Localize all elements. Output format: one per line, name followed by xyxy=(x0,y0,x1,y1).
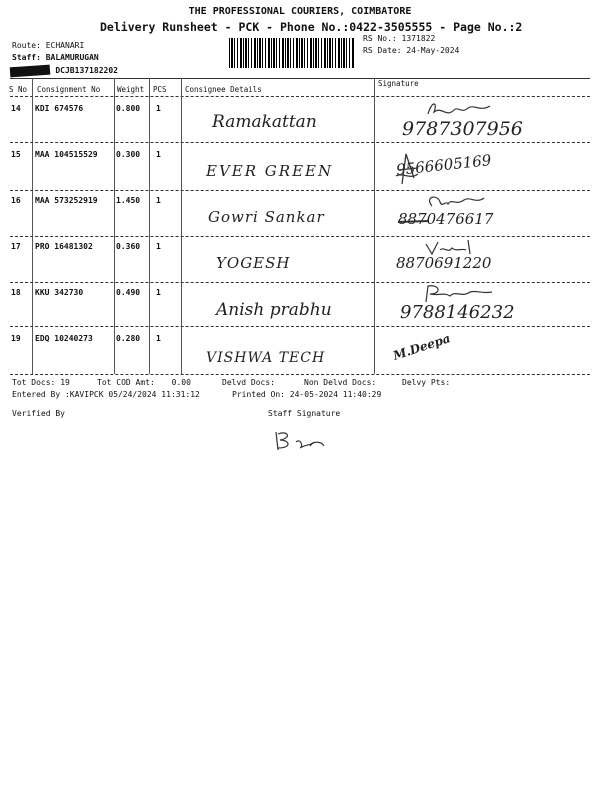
row-weight: 0.490 xyxy=(116,288,141,297)
row-17-signature-scribble xyxy=(420,238,480,258)
tot-cod-label: Tot COD Amt: xyxy=(97,378,155,387)
barcode xyxy=(229,38,355,68)
row-consignment-no: PRO 16481302 xyxy=(35,242,93,251)
row-weight: 0.300 xyxy=(116,150,141,159)
rs-date-value: 24-May-2024 xyxy=(406,46,460,55)
row-consignee-handwritten: VISHWA TECH xyxy=(206,350,326,366)
rs-no-label: RS No.: xyxy=(363,34,397,43)
row-divider xyxy=(10,236,590,237)
row-18-signature-scribble xyxy=(420,282,500,304)
row-sno: 18 xyxy=(11,288,21,297)
row-divider xyxy=(10,326,590,327)
col-divider xyxy=(149,78,150,374)
rs-no-value: 1371822 xyxy=(401,34,436,43)
verified-by-label: Verified By xyxy=(12,409,65,418)
row-16-signature-scribble xyxy=(420,192,500,212)
col-divider xyxy=(114,78,115,374)
row-16-strike-scribble xyxy=(398,216,428,228)
row-pcs: 1 xyxy=(156,288,161,297)
row-weight: 1.450 xyxy=(116,196,141,205)
row-divider xyxy=(10,142,590,143)
col-consignment: Consignment No xyxy=(37,85,101,94)
staff-label: Staff: xyxy=(12,53,41,62)
redaction-mark xyxy=(10,65,51,78)
row-consignment-no: KDI 674576 xyxy=(35,104,84,113)
row-signature-handwritten: 8870476617 xyxy=(398,210,494,228)
row-sno: 19 xyxy=(11,334,21,343)
row-signature-handwritten: 8870691220 xyxy=(396,254,492,272)
col-sno: S No xyxy=(9,85,28,94)
staff-value: BALAMURUGAN xyxy=(45,53,99,62)
totals-line xyxy=(12,378,70,387)
delvy-pts-label: Delvy Pts: xyxy=(402,378,451,387)
table-header-border xyxy=(10,96,590,97)
row-consignment-no: KKU 342730 xyxy=(35,288,84,297)
row-consignment-no: MAA 573252919 xyxy=(35,196,98,205)
row-15-signature-scribble xyxy=(392,148,422,188)
tot-docs-value: 19 xyxy=(60,378,70,387)
delvd-docs-label: Delvd Docs: xyxy=(222,378,275,387)
rs-no-line xyxy=(363,34,435,43)
col-weight: Weight xyxy=(117,85,145,94)
row-pcs: 1 xyxy=(156,150,161,159)
col-pcs: PCS xyxy=(153,85,167,94)
row-14-signature-scribble xyxy=(398,98,528,124)
row-weight: 0.280 xyxy=(116,334,141,343)
route-line xyxy=(12,41,84,50)
row-signature-handwritten: 9788146232 xyxy=(400,302,515,323)
table-top-border xyxy=(10,78,590,79)
row-consignee-handwritten: Ramakattan xyxy=(212,112,317,132)
col-divider xyxy=(374,78,375,374)
row-consignee-handwritten: Gowri Sankar xyxy=(208,208,325,226)
company-title: THE PROFESSIONAL COURIERS, COIMBATORE xyxy=(188,6,412,17)
route-label: Route: xyxy=(12,41,41,50)
row-weight: 0.800 xyxy=(116,104,141,113)
non-delvd-docs-label: Non Delvd Docs: xyxy=(304,378,377,387)
route-value: ECHANARI xyxy=(45,41,85,50)
rs-date-line xyxy=(363,46,459,55)
row-divider xyxy=(10,282,590,283)
row-sno: 14 xyxy=(11,104,21,113)
row-sno: 17 xyxy=(11,242,21,251)
staff-line xyxy=(12,53,99,62)
row-consignee-handwritten: Anish prabhu xyxy=(216,300,332,320)
row-sno: 15 xyxy=(11,150,21,159)
row-signature-handwritten: 9787307956 xyxy=(402,118,523,140)
row-pcs: 1 xyxy=(156,242,161,251)
tot-cod-value: 0.00 xyxy=(171,378,191,387)
staff-signature-scribble xyxy=(270,428,330,454)
drs-value: DCJB137182202 xyxy=(55,66,118,75)
rs-date-label: RS Date: xyxy=(363,46,402,55)
printed-on: Printed On: 24-05-2024 11:40:29 xyxy=(232,390,382,399)
staff-signature-label: Staff Signature xyxy=(268,409,341,418)
row-consignee-handwritten: EVER GREEN xyxy=(206,162,334,180)
runsheet-title: Delivery Runsheet - PCK - Phone No.:0422-3505555 - Page No.:2 xyxy=(100,20,523,34)
row-weight: 0.360 xyxy=(116,242,141,251)
row-consignment-no: EDQ 10240273 xyxy=(35,334,93,343)
tot-docs-label: Tot Docs: xyxy=(12,378,56,387)
row-consignee-handwritten: YOGESH xyxy=(216,254,291,272)
col-divider xyxy=(32,78,33,374)
col-consignee: Consignee Details xyxy=(185,85,262,94)
tot-cod-line xyxy=(97,378,191,387)
entered-by: Entered By :KAVIPCK 05/24/2024 11:31:12 xyxy=(12,390,200,399)
row-pcs: 1 xyxy=(156,104,161,113)
table-bottom-border xyxy=(10,374,590,375)
row-pcs: 1 xyxy=(156,196,161,205)
row-consignment-no: MAA 104515529 xyxy=(35,150,98,159)
row-pcs: 1 xyxy=(156,334,161,343)
row-sno: 16 xyxy=(11,196,21,205)
row-signature-handwritten: M.Deepa xyxy=(391,331,453,363)
col-divider xyxy=(181,78,182,374)
col-signature: Signature xyxy=(378,79,419,88)
row-divider xyxy=(10,190,590,191)
row-signature-handwritten: 9566605169 xyxy=(395,151,493,179)
